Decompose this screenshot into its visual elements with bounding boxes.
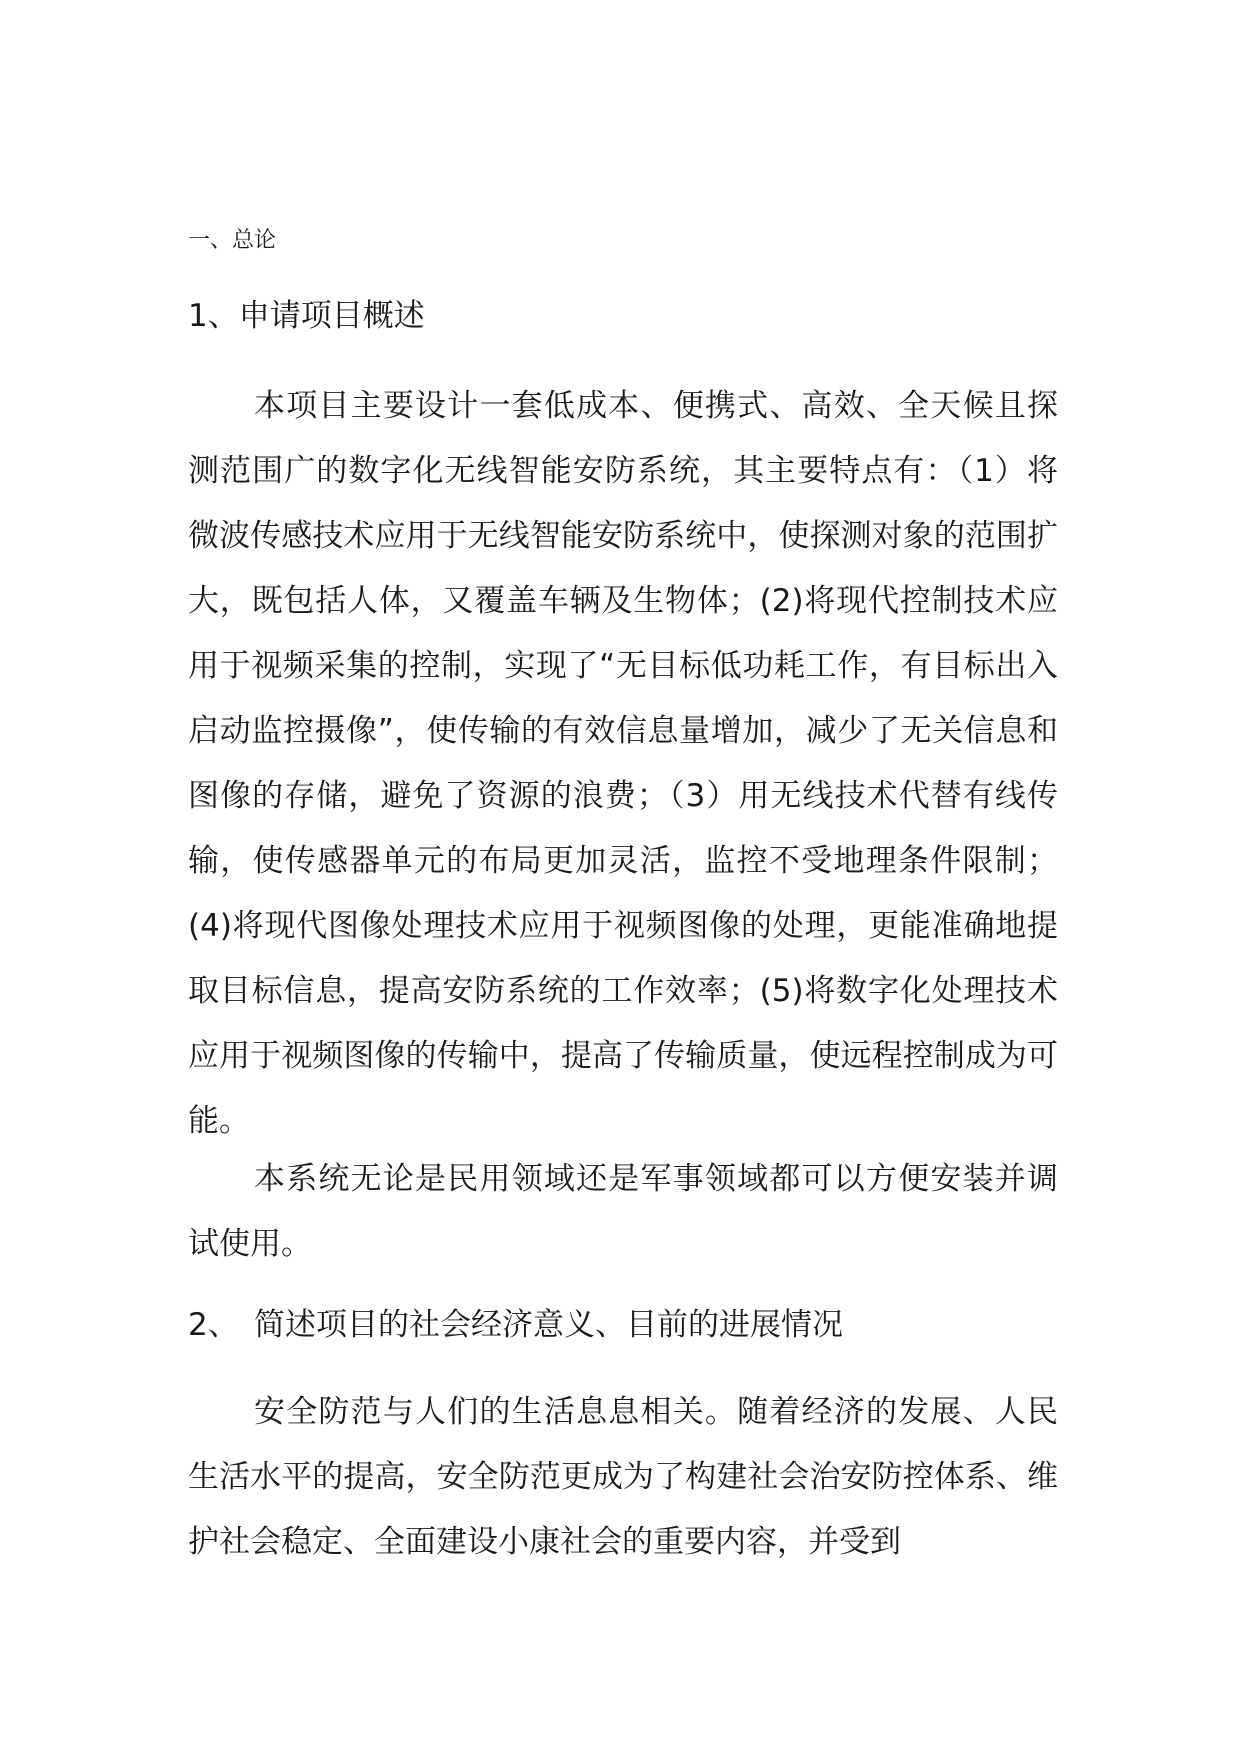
heading-number: 2、 (188, 1307, 239, 1343)
paragraph-security-significance: 安全防范与人们的生活息息相关。随着经济的发展、人民生活水平的提高，安全防范更成为了构建社会治安防控体系、维护社会稳定、全面建设小康社会的重要内容，并受到 (188, 1394, 1058, 1560)
section-title: 一、总论 (188, 228, 277, 253)
heading-social-economic-significance (188, 1305, 843, 1345)
heading-text: 简述项目的社会经济意义、目前的进展情况 (254, 1307, 843, 1343)
paragraph-project-description: 本项目主要设计一套低成本、便携式、高效、全天候且探测范围广的数字化无线智能安防系统，其主要特点有：（1）将微波传感技术应用于无线智能安防系统中，使探测对象的范围扩大，既包括人体，又覆盖车辆及生物体；(2)将现代控制技术应用于视频采集的控制，实现了“无目标低功耗工作，有目标出入启动监控摄像”，使传输的有效信息量增加，减少了无关信息和图像的存储，避免了资源的浪费；（3）用无线技术代替有线传输，使传感器单元的布局更加灵活，监控不受地理条件限制；(4)将现代图像处理技术应用于视频图像的处理，更能准确地提取目标信息，提高安防系统的工作效率；(5)将数字化处理技术应用于视频图像的传输中，提高了传输质量，使远程控制成为可能。 (188, 388, 1058, 1139)
paragraph-system-usage: 本系统无论是民用领域还是军事领域都可以方便安装并调试使用。 (188, 1161, 1058, 1262)
heading-project-overview: 1、申请项目概述 (188, 298, 425, 334)
